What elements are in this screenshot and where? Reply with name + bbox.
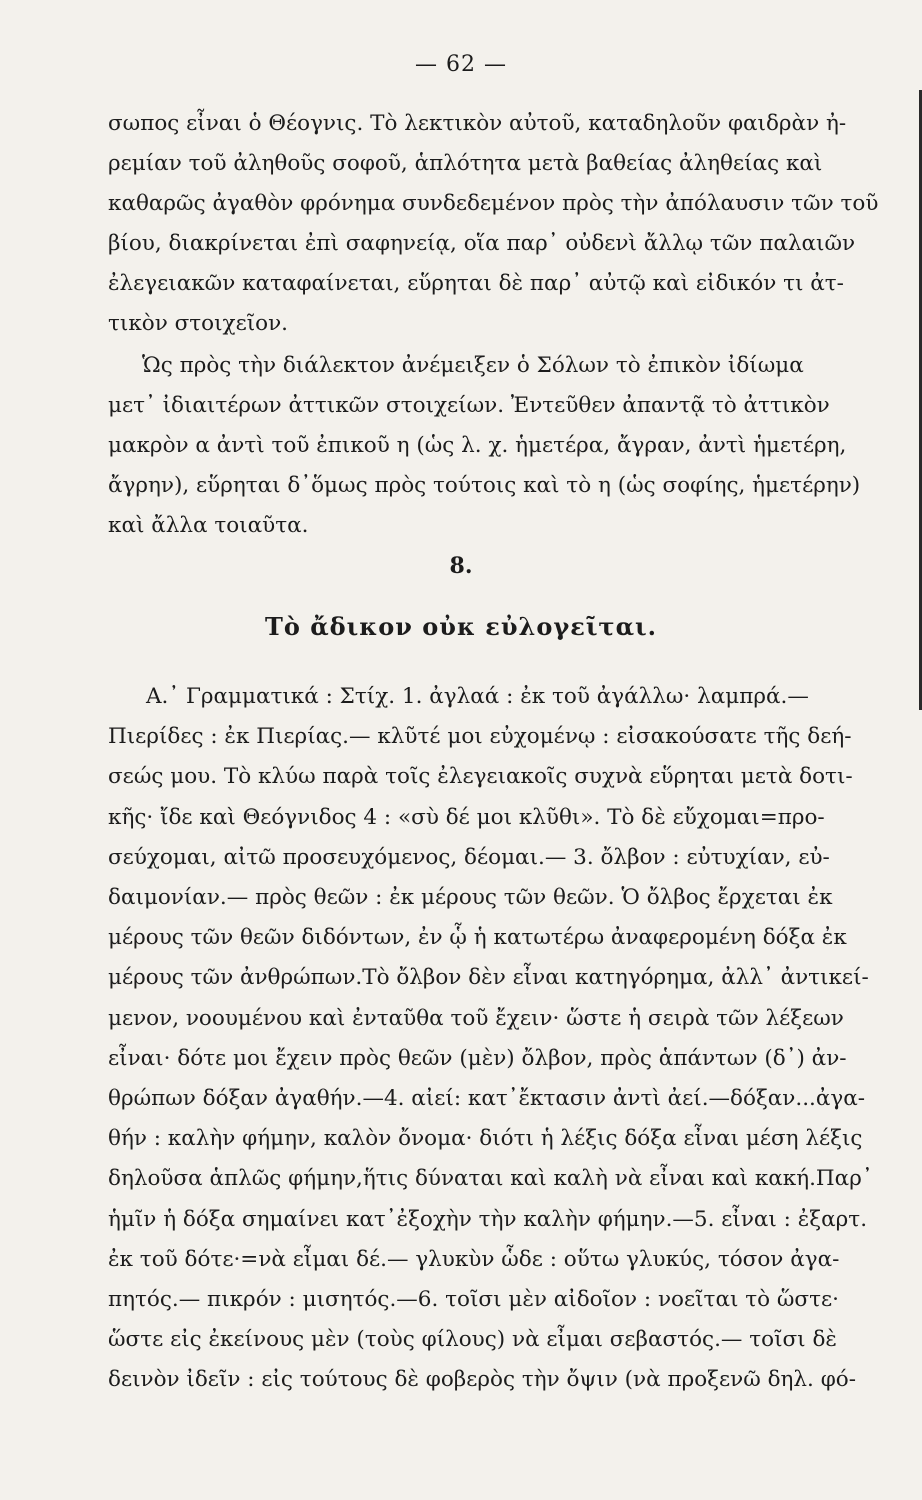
section-title: Τὸ ἄδικον οὐκ εὐλογεῖται. (264, 612, 658, 641)
section-number: 8. (449, 553, 473, 579)
text-line: ἄγρην), εὕρηται δ᾽ὅμως πρὸς τούτοις καὶ τὸ η (ὡς σοφίης, ἡμετέρην) (108, 473, 861, 498)
text-line: ἐλεγειακῶν καταφαίνεται, εὕρηται δὲ παρ᾽ αὐτῷ καὶ εἰδικόν τι ἀτ- (108, 271, 844, 296)
text-line: μέρους τῶν ἀνθρώπων.Τὸ ὄλβον δὲν εἶναι κατηγόρημα, ἀλλ᾽ ἀντικεί- (108, 965, 869, 991)
paragraph-3-commentary (108, 677, 920, 1401)
text-line: σεύχομαι, αἰτῶ προσευχόμενος, δέομαι.— 3. ὄλβον : εὐτυχίαν, εὐ- (108, 844, 830, 870)
text-line: δεινὸν ἰδεῖν : εἰς τούτους δὲ φοβερὸς τὴν ὄψιν (νὰ προξενῶ δηλ. φό- (108, 1367, 856, 1393)
text-line: μενον, νοουμένου καὶ ἐνταῦθα τοῦ ἔχειν· ὥστε ἡ σειρὰ τῶν λέξεων (108, 1005, 844, 1031)
text-line: μακρὸν α ἀντὶ τοῦ ἐπικοῦ η (ὡς λ. χ. ἡμετέρα, ἄγραν, ἀντὶ ἡμετέρη, (108, 433, 847, 458)
paragraph-1 (108, 104, 920, 344)
text-line: σεώς μου. Τὸ κλύω παρὰ τοῖς ἐλεγειακοῖς συχνὰ εὕρηται μετὰ δοτι- (108, 764, 853, 790)
text-line: κῆς· ἴδε καὶ Θεόγνιδος 4 : «σὺ δέ μοι κλῦθι». Τὸ δὲ εὔχομαι=προ- (108, 804, 825, 830)
text-line: δαιμονίαν.— πρὸς θεῶν : ἐκ μέρους τῶν θεῶν. Ὁ ὄλβος ἔρχεται ἐκ (108, 885, 833, 911)
text-line: μέρους τῶν θεῶν διδόντων, ἐν ᾧ ἡ κατωτέρω ἀναφερομένη δόξα ἐκ (108, 925, 847, 951)
paragraph-2 (108, 346, 920, 546)
text-line: ρεμίαν τοῦ ἀληθοῦς σοφοῦ, ἁπλότητα μετὰ βαθείας ἀληθείας καὶ (108, 151, 823, 176)
text-line: μετ᾽ ἰδιαιτέρων ἀττικῶν στοιχείων. Ἐντεῦθεν ἀπαντᾷ τὸ ἀττικὸν (108, 393, 830, 418)
text-line: εἶναι· δότε μοι ἔχειν πρὸς θεῶν (μὲν) ὄλβον, πρὸς ἁπάντων (δ᾽) ἀν- (108, 1045, 847, 1071)
text-line: βίου, διακρίνεται ἐπὶ σαφηνείᾳ, οἵα παρ᾽ οὐδενὶ ἄλλῳ τῶν παλαιῶν (108, 231, 856, 256)
text-line: καὶ ἄλλα τοιαῦτα. (108, 513, 309, 538)
text-line: καθαρῶς ἀγαθὸν φρόνημα συνδεδεμένον πρὸς τὴν ἀπόλαυσιν τῶν τοῦ (108, 191, 879, 216)
text-line: Ὡς πρὸς τὴν διάλεκτον ἀνέμειξεν ὁ Σόλων τὸ ἐπικὸν ἰδίωμα (142, 353, 804, 378)
text-line: θρώπων δόξαν ἀγαθήν.—4. αἰεί: κατ᾽ἔκτασιν ἀντὶ ἀεί.—δόξαν...ἀγα- (108, 1086, 866, 1112)
text-line: τικὸν στοιχεῖον. (108, 311, 288, 336)
text-line: Α.᾽ Γραμματικά : Στίχ. 1. ἀγλαά : ἐκ τοῦ ἀγάλλω· λαμπρά.— (146, 684, 809, 709)
text-line: ἡμῖν ἡ δόξα σημαίνει κατ᾽ἐξοχὴν τὴν καλὴν φήμην.—5. εἶναι : ἐξαρτ. (108, 1206, 868, 1232)
text-line: ὥστε εἰς ἐκείνους μὲν (τοὺς φίλους) νὰ εἶμαι σεβαστός.— τοῖσι δὲ (108, 1327, 837, 1353)
text-line: θήν : καλὴν φήμην, καλὸν ὄνομα· διότι ἡ λέξις δόξα εἶναι μέση λέξις (108, 1126, 863, 1152)
text-line: δηλοῦσα ἁπλῶς φήμην,ἥτις δύναται καὶ καλὴ νὰ εἶναι καὶ κακή.Παρ᾽ (108, 1166, 873, 1192)
text-line: πητός.— πικρόν : μισητός.—6. τοῖσι μὲν αἰδοῖον : νοεῖται τὸ ὥστε· (108, 1287, 839, 1313)
text-line: Πιερίδες : ἐκ Πιερίας.— κλῦτέ μοι εὐχομένῳ : εἰσακούσατε τῆς δεή- (108, 724, 852, 750)
text-line: ἐκ τοῦ δότε·=νὰ εἶμαι δέ.— γλυκὺν ὧδε : οὕτω γλυκύς, τόσον ἀγα- (108, 1246, 840, 1272)
page-number: — 62 — (415, 52, 507, 77)
text-line: σωπος εἶναι ὁ Θέογνις. Τὸ λεκτικὸν αὐτοῦ, καταδηλοῦν φαιδρὰν ἠ- (108, 111, 847, 136)
